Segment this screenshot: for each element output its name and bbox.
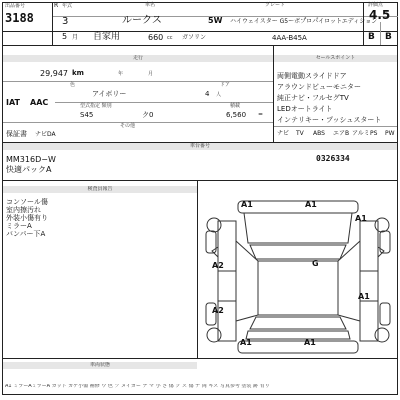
equipment-alloy: アルミ (352, 130, 370, 137)
right-side (360, 221, 378, 341)
wheel-marker (375, 328, 389, 342)
damage-mark-right-door: A1 (358, 292, 370, 301)
damage-mark-front-right: A1 (305, 200, 317, 209)
hood (244, 213, 352, 243)
transmission-1: IAT (6, 98, 21, 107)
score-value: 4.5 (369, 8, 391, 22)
rear-bumper (238, 338, 358, 353)
exterior-score: B (385, 32, 392, 42)
note-item: コンソール傷 (6, 198, 48, 206)
damage-mark-right-mirror: A1 (355, 214, 367, 223)
equipment-nav: ナビ (277, 130, 290, 137)
model-no-extra: ク0 (142, 111, 154, 119)
month-value: 5 (62, 32, 68, 41)
score-divider (363, 2, 364, 31)
chassis-number: 0326334 (316, 154, 350, 163)
year-value: 3 (62, 16, 69, 27)
month-unit: 月 (72, 34, 79, 41)
model-code: 4AA-B45A (272, 34, 307, 42)
a-pillar-left (236, 241, 258, 261)
cc-value: 660 (148, 33, 164, 42)
equipment-pw: PW (385, 130, 395, 137)
sales-item: インテリキー・プッシュスタート (277, 116, 382, 124)
damage-mark-front-bumper: A1 (241, 200, 253, 209)
doors-value: 4 (205, 90, 210, 98)
model-no-value: S45 (80, 111, 94, 119)
package-name: 快適パックA (6, 165, 52, 174)
damage-mark-left-front-door: A2 (212, 261, 224, 270)
row2-score-sub-divider (380, 31, 381, 45)
weight-unit: = (258, 111, 264, 118)
damage-mark-rear-right: A1 (304, 338, 316, 347)
notes-header: 検査員報告 (3, 186, 197, 193)
rear-window (250, 317, 346, 329)
sales-item: 両側電動スライドドア (277, 72, 347, 80)
doors-unit: 人 (216, 92, 222, 98)
front-bumper (238, 201, 358, 213)
row2-score-divider (363, 31, 364, 45)
left-side (218, 221, 236, 341)
model-no-label: 型式指定 類別 (80, 103, 112, 109)
other-label: その他 (120, 123, 136, 129)
score-label: 評価点 (368, 2, 384, 8)
sales-item: 純正ナビ・フルセグTV (277, 94, 349, 102)
r-mark: R (54, 2, 59, 9)
footer-header: 車両状態 (3, 362, 197, 369)
row2-divider (52, 31, 53, 45)
inspection-year: 年 (118, 71, 124, 77)
windshield (250, 245, 346, 259)
mileage-value: 29,947 (40, 69, 68, 78)
equipment-abs: ABS (313, 130, 325, 137)
wheel-marker (207, 218, 221, 232)
transmission-2: AAC (30, 98, 49, 107)
equipment-ps: PS (370, 130, 378, 137)
sales-header: セールスポイント (274, 55, 397, 62)
roof (258, 261, 338, 315)
footer-top-line (2, 358, 398, 359)
equipment-airbag: エアB (333, 130, 350, 137)
warranty: 保証書 (6, 130, 27, 138)
wheel-marker (207, 328, 221, 342)
note-item: 外装小傷有り (6, 214, 48, 222)
lot-number: 3188 (5, 11, 34, 25)
chassis-code: MM316D−W (6, 155, 56, 164)
sales-item: アラウンドビューモニター (277, 83, 361, 91)
inspection-month: 月 (148, 71, 154, 77)
spec-header: 走行 (3, 55, 273, 62)
damage-mark-rear-left: A1 (240, 338, 252, 347)
sales-item: LEDオートライト (277, 105, 333, 113)
spec-line-1 (3, 81, 273, 82)
cc-unit: cc (167, 35, 173, 41)
equipment-tv: TV (296, 130, 304, 137)
usage-value: 自家用 (93, 32, 121, 42)
damage-mark-roof: G (312, 259, 319, 268)
lot-label: 出品番号 (5, 3, 26, 9)
trunk (246, 331, 350, 339)
note-item: 室内擦汚れ (6, 206, 41, 214)
lot-divider (52, 2, 53, 31)
row2-bottom-line (2, 45, 398, 46)
color-label: 色 (70, 82, 76, 88)
chassis-header: 車台番号 (3, 143, 397, 150)
load-label: 積載 (230, 103, 241, 109)
color-value: アイボリー (92, 90, 127, 98)
header-mid-line (52, 16, 398, 17)
model-name: ルークス (122, 15, 162, 26)
car-diagram (198, 181, 397, 358)
grade-detail: ハイウェイスター G5ーボプ゚ロパ゚イロットエディション (230, 18, 378, 25)
a-pillar-right (338, 241, 360, 261)
doors-label: ドア (220, 82, 230, 88)
damage-mark-left-rear-door: A2 (212, 306, 224, 315)
wheel-marker (375, 218, 389, 232)
wheel-rear-right (380, 303, 390, 325)
warranty-extra: ナビDA (35, 131, 56, 138)
fuel-value: ガソリン (182, 34, 207, 41)
year-label: 年式 (62, 3, 73, 9)
grade-value: 5W (208, 16, 223, 25)
interior-score: B (368, 32, 375, 42)
model-label: 車名 (145, 2, 156, 8)
sales-line (274, 126, 397, 127)
score-sub-divider (380, 22, 381, 31)
footer-text: A1 ミラーAミラーA カット カゲ小傷 補修 ウ 色 ブ メイカー ナ マ 小 さ 傷 ク ズ 傷 ナ 両 キズ 写真参考 塗装 跡 有り (5, 384, 270, 389)
spec-line-3 (3, 122, 273, 123)
grade-label: グレード (265, 2, 286, 8)
weight-value: 6,560 (226, 111, 247, 119)
mileage-unit: km (72, 69, 84, 77)
note-item: バンパー下A (6, 230, 46, 238)
note-item: ミラーA (6, 222, 32, 230)
